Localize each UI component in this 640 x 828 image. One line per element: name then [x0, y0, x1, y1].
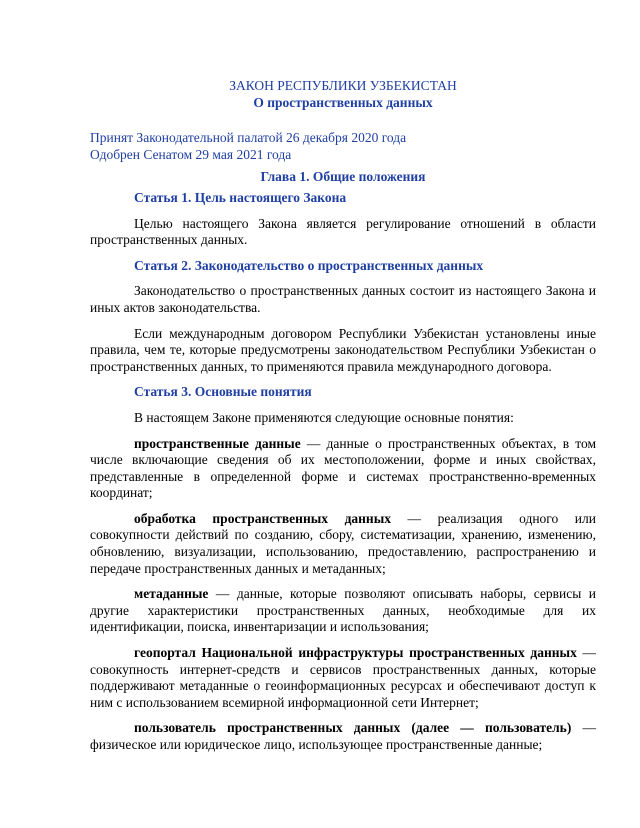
definition-text: — данные о пространственных объектах, в том числе включающие сведения об их местоположении, форме и иных свойствах, представленные в определенной форме и системах пространственно-временных координат; — [90, 435, 596, 501]
article-2-title: Статья 2. Законодательство о пространственных данных — [134, 257, 484, 273]
definition-item — [90, 511, 596, 577]
law-subject: О пространственных данных — [253, 94, 433, 110]
chapter-1-title: Глава 1. Общие положения — [260, 169, 426, 185]
definition-term: пользователь пространственных данных (далее — пользователь) — [134, 720, 572, 736]
definition-item — [90, 645, 596, 711]
law-title: ЗАКОН РЕСПУБЛИКИ УЗБЕКИСТАН — [229, 78, 457, 93]
article-1-text: Целью настоящего Закона является регулирование отношений в области пространственных данных. — [90, 215, 596, 248]
approval-block — [90, 130, 596, 163]
document-page — [90, 78, 596, 754]
definition-term: обработка пространственных данных — [134, 510, 391, 526]
definition-item — [90, 720, 596, 753]
definition-text: — реализация одного или совокупности действий по созданию, сбору, систематизации, хранению, изменению, обновлению, визуализации, использованию, предоставлению, распространению и передаче пространственных данных и метаданных; — [90, 510, 596, 576]
definition-text: — данные, которые позволяют описывать наборы, сервисы и другие характеристики пространственных данных, необходимые для их идентификации, поиска, инвентаризации и использования; — [90, 586, 596, 635]
definition-item — [90, 586, 596, 636]
article-1-title: Статья 1. Цель настоящего Закона — [134, 189, 347, 205]
article-3-intro: В настоящем Законе применяются следующие основные понятия: — [134, 409, 514, 425]
adopted-line: Принят Законодательной палатой 26 декабря 2020 года — [90, 130, 407, 146]
definition-term: пространственные данные — [134, 435, 301, 451]
approved-line: Одобрен Сенатом 29 мая 2021 года — [90, 146, 292, 162]
article-2-paragraph-1: Законодательство о пространственных данных состоит из настоящего Закона и иных актов законодательства. — [90, 283, 596, 315]
definition-text: — совокупность интернет-средств и сервисов пространственных данных, которые поддерживают метаданные о геоинформационных ресурсах и обеспечивают доступ к ним с использованием всемирной информационной сети Интернет; — [90, 645, 597, 710]
definition-term: метаданные — [134, 586, 209, 602]
definition-text: — физическое или юридическое лицо, использующее пространственные данные; — [90, 720, 596, 752]
article-3-title: Статья 3. Основные понятия — [134, 384, 312, 400]
definition-term: геопортал Национальной инфраструктуры пространственных данных — [134, 645, 577, 661]
definition-item — [90, 436, 596, 502]
article-2-paragraph-2: Если международным договором Республики Узбекистан установлены иные правила, чем те, которые предусмотрены законодательством Республики Узбекистан о пространственных данных, то применяются правила международного договора. — [90, 325, 596, 374]
